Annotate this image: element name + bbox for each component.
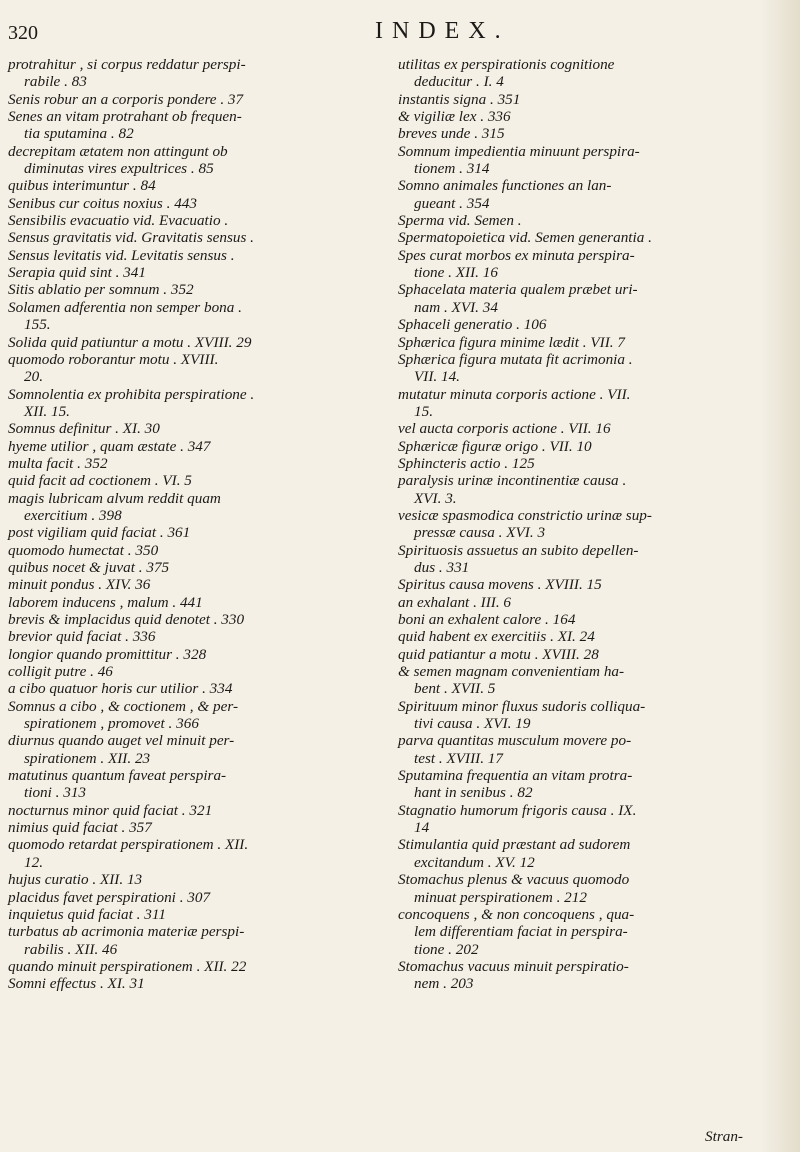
index-entry bbox=[398, 958, 753, 993]
index-entry bbox=[398, 438, 753, 455]
index-entry-line: magis lubricam alvum reddit quam bbox=[8, 489, 221, 507]
index-entry-line: Spiritus causa movens . XVIII. 15 bbox=[398, 576, 602, 594]
index-entry bbox=[8, 472, 363, 489]
catchword: Stran- bbox=[705, 1128, 743, 1145]
index-entry-line: Sensus gravitatis vid. Gravitatis sensus . bbox=[8, 229, 254, 247]
index-entry bbox=[398, 542, 753, 577]
index-entry-line: quid habent ex exercitiis . XI. 24 bbox=[398, 628, 595, 646]
index-entry-line: Stomachus vacuus minuit perspiratio- bbox=[398, 957, 629, 975]
index-entry-line: decrepitam ætatem non attingunt ob bbox=[8, 142, 228, 160]
index-entry-line: quibus interimuntur . 84 bbox=[8, 177, 156, 195]
index-entry-line: breves unde . 315 bbox=[398, 125, 505, 143]
index-entry bbox=[398, 836, 753, 871]
index-entry-line: hujus curatio . XII. 13 bbox=[8, 871, 143, 889]
index-entry-line: Sphærica figura minime lædit . VII. 7 bbox=[398, 333, 625, 351]
index-entry-line: exercitium . 398 bbox=[24, 506, 122, 524]
index-entry-line: protrahitur , si corpus reddatur perspi- bbox=[8, 56, 246, 73]
index-entry bbox=[8, 906, 363, 923]
index-entry bbox=[398, 91, 753, 108]
index-entry-line: 15. bbox=[414, 402, 433, 420]
index-entry-line: quibus nocet & juvat . 375 bbox=[8, 558, 170, 576]
index-entry bbox=[398, 507, 753, 542]
index-entry bbox=[8, 299, 363, 334]
index-entry-line: Sensibilis evacuatio vid. Evacuatio . bbox=[8, 212, 229, 230]
index-entry bbox=[8, 420, 363, 437]
index-entry-line: Sitis ablatio per somnum . 352 bbox=[8, 281, 194, 299]
index-entry-line: Somnolentia ex prohibita perspiratione . bbox=[8, 385, 255, 403]
index-entry bbox=[8, 247, 363, 264]
index-entry bbox=[398, 212, 753, 229]
index-entry-line: Senes an vitam protrahant ob frequen- bbox=[8, 108, 242, 126]
index-entry bbox=[398, 143, 753, 178]
index-entry-line: Spes curat morbos ex minuta perspira- bbox=[398, 246, 635, 264]
index-entry-line: Somnus a cibo , & coctionem , & per- bbox=[8, 697, 238, 715]
index-entry-line: tione . 202 bbox=[414, 940, 479, 958]
index-entry-line: concoquens , & non concoquens , qua- bbox=[398, 905, 635, 923]
index-entry-line: quando minuit perspirationem . XII. 22 bbox=[8, 957, 247, 975]
index-entry-line: bent . XVII. 5 bbox=[414, 680, 496, 698]
index-entry bbox=[398, 229, 753, 246]
index-entry-line: quid patiantur a motu . XVIII. 28 bbox=[398, 645, 599, 663]
index-entry bbox=[398, 351, 753, 386]
index-entry-line: nem . 203 bbox=[414, 975, 474, 993]
index-entry bbox=[8, 732, 363, 767]
index-entry-line: Spirituum minor fluxus sudoris colliqua- bbox=[398, 697, 646, 715]
index-entry-line: Solida quid patiuntur a motu . XVIII. 29 bbox=[8, 333, 252, 351]
index-entry-line: Sphaceli generatio . 106 bbox=[398, 316, 547, 334]
index-entry-line: post vigiliam quid faciat . 361 bbox=[8, 524, 191, 542]
page-number: 320 bbox=[8, 22, 38, 44]
index-entry-line: colligit putre . 46 bbox=[8, 663, 113, 681]
index-entry bbox=[398, 802, 753, 837]
index-entry-line: pressæ causa . XVI. 3 bbox=[414, 524, 546, 542]
index-entry-line: Spirituosis assuetus an subito depellen- bbox=[398, 541, 639, 559]
index-entry-line: Sphacelata materia qualem præbet uri- bbox=[398, 281, 638, 299]
index-entry-line: Sperma vid. Semen . bbox=[398, 212, 522, 230]
index-entry bbox=[398, 611, 753, 628]
index-entry bbox=[398, 247, 753, 282]
index-entry bbox=[8, 871, 363, 888]
index-entry-line: tia sputamina . 82 bbox=[24, 125, 134, 143]
index-entry-line: rabile . 83 bbox=[24, 73, 87, 91]
index-entry-line: diminutas vires expultrices . 85 bbox=[24, 160, 214, 178]
index-entry-line: quomodo retardat perspirationem . XII. bbox=[8, 836, 249, 854]
index-entry bbox=[8, 975, 363, 992]
index-entry bbox=[8, 767, 363, 802]
index-entry-line: brevis & implacidus quid denotet . 330 bbox=[8, 611, 245, 628]
index-entry-line: quid facit ad coctionem . VI. 5 bbox=[8, 472, 192, 490]
index-entry bbox=[398, 334, 753, 351]
index-entry-line: VII. 14. bbox=[414, 368, 460, 386]
index-entry-line: Stimulantia quid præstant ad sudorem bbox=[398, 836, 631, 854]
index-entry bbox=[398, 576, 753, 593]
index-entry-line: Sputamina frequentia an vitam protra- bbox=[398, 767, 633, 785]
index-entry bbox=[8, 195, 363, 212]
index-entry-line: 155. bbox=[24, 316, 51, 334]
index-entry bbox=[398, 177, 753, 212]
index-entry bbox=[398, 663, 753, 698]
index-entry-line: rabilis . XII. 46 bbox=[24, 940, 118, 958]
index-entry bbox=[8, 438, 363, 455]
index-entry bbox=[8, 386, 363, 421]
index-entry-line: Somnum impedientia minuunt perspira- bbox=[398, 142, 640, 160]
index-entry bbox=[8, 923, 363, 958]
index-entry bbox=[8, 663, 363, 680]
index-entry-line: matutinus quantum faveat perspira- bbox=[8, 767, 227, 785]
index-entry-line: vesicæ spasmodica constrictio urinæ sup- bbox=[398, 506, 652, 524]
index-entry-line: Spermatopoietica vid. Semen generantia . bbox=[398, 229, 652, 247]
index-entry bbox=[8, 334, 363, 351]
index-entry-line: paralysis urinæ incontinentiæ causa . bbox=[398, 472, 627, 490]
index-entry bbox=[398, 56, 753, 91]
index-entry bbox=[398, 698, 753, 733]
index-entry-line: mutatur minuta corporis actione . VII. bbox=[398, 385, 631, 403]
index-entry bbox=[8, 594, 363, 611]
index-entry-line: placidus favet perspirationi . 307 bbox=[8, 888, 211, 906]
index-entry-line: turbatus ab acrimonia materiæ perspi- bbox=[8, 923, 245, 941]
index-entry bbox=[8, 91, 363, 108]
index-column-right bbox=[398, 56, 753, 993]
index-entry-line: & vigiliæ lex . 336 bbox=[398, 108, 511, 126]
index-entry-line: Sensus levitatis vid. Levitatis sensus . bbox=[8, 246, 235, 264]
index-entry bbox=[8, 56, 363, 91]
index-entry-line: tionem . 314 bbox=[414, 160, 490, 178]
index-entry-line: dus . 331 bbox=[414, 558, 470, 576]
index-entry bbox=[398, 108, 753, 125]
index-entry-line: test . XVIII. 17 bbox=[414, 749, 503, 767]
index-entry bbox=[8, 108, 363, 143]
index-entry bbox=[8, 281, 363, 298]
index-entry-line: Somni effectus . XI. 31 bbox=[8, 975, 145, 993]
index-entry bbox=[8, 455, 363, 472]
index-entry bbox=[8, 524, 363, 541]
index-entry-line: tione . XII. 16 bbox=[414, 264, 498, 282]
index-entry bbox=[398, 871, 753, 906]
index-entry bbox=[398, 646, 753, 663]
index-entry-line: spirationem . XII. 23 bbox=[24, 749, 151, 767]
index-entry-line: lem differentiam faciat in perspira- bbox=[414, 923, 628, 941]
page-header bbox=[0, 18, 800, 48]
index-entry bbox=[8, 264, 363, 281]
index-entry-line: Senibus cur coitus noxius . 443 bbox=[8, 194, 197, 212]
index-entry-line: Sphæricæ figuræ origo . VII. 10 bbox=[398, 437, 592, 455]
index-entry-line: gueant . 354 bbox=[414, 194, 490, 212]
index-entry-line: Sphærica figura mutata fit acrimonia . bbox=[398, 350, 633, 368]
index-entry-line: Senis robur an a corporis pondere . 37 bbox=[8, 90, 244, 108]
index-entry-line: Somno animales functiones an lan- bbox=[398, 177, 612, 195]
index-entry bbox=[398, 386, 753, 421]
index-entry-line: minuat perspirationem . 212 bbox=[414, 888, 587, 906]
index-entry-line: Serapia quid sint . 341 bbox=[8, 264, 146, 282]
index-entry-line: utilitas ex perspirationis cognitione bbox=[398, 56, 615, 73]
index-entry bbox=[8, 698, 363, 733]
running-head: INDEX. bbox=[375, 18, 510, 44]
index-entry-line: brevior quid faciat . 336 bbox=[8, 628, 156, 646]
index-entry-line: minuit pondus . XIV. 36 bbox=[8, 576, 151, 594]
index-entry bbox=[8, 351, 363, 386]
index-entry bbox=[398, 420, 753, 437]
index-entry-line: deducitur . I. 4 bbox=[414, 73, 504, 91]
index-entry-line: a cibo quatuor horis cur utilior . 334 bbox=[8, 680, 233, 698]
index-entry-line: & semen magnam convenientiam ha- bbox=[398, 663, 625, 681]
index-entry bbox=[8, 542, 363, 559]
index-entry bbox=[8, 611, 363, 628]
index-entry-line: hyeme utilior , quam æstate . 347 bbox=[8, 437, 211, 455]
index-entry-line: nocturnus minor quid faciat . 321 bbox=[8, 801, 213, 819]
index-entry-line: parva quantitas musculum movere po- bbox=[398, 732, 632, 750]
index-entry-line: an exhalant . III. 6 bbox=[398, 593, 512, 611]
index-entry-line: 20. bbox=[24, 368, 43, 386]
index-entry bbox=[398, 906, 753, 958]
index-entry bbox=[398, 594, 753, 611]
page-edge-shadow bbox=[760, 0, 800, 1152]
index-entry-line: Sphincteris actio . 125 bbox=[398, 454, 535, 472]
index-entry bbox=[8, 628, 363, 645]
index-column-left bbox=[8, 56, 363, 993]
index-entry bbox=[398, 628, 753, 645]
index-entry bbox=[8, 177, 363, 194]
index-entry bbox=[398, 732, 753, 767]
index-entry bbox=[8, 680, 363, 697]
index-entry-line: quomodo humectat . 350 bbox=[8, 541, 159, 559]
index-entry-line: XVI. 3. bbox=[414, 489, 457, 507]
index-entry-line: nam . XVI. 34 bbox=[414, 298, 498, 316]
index-entry bbox=[398, 281, 753, 316]
index-entry bbox=[8, 889, 363, 906]
index-entry bbox=[8, 559, 363, 576]
index-entry-line: nimius quid faciat . 357 bbox=[8, 819, 152, 837]
index-entry bbox=[398, 472, 753, 507]
index-entry-line: Solamen adferentia non semper bona . bbox=[8, 298, 242, 316]
index-entry-line: tivi causa . XVI. 19 bbox=[414, 715, 531, 733]
index-entry-line: laborem inducens , malum . 441 bbox=[8, 593, 203, 611]
index-entry-line: tioni . 313 bbox=[24, 784, 87, 802]
index-entry bbox=[8, 229, 363, 246]
index-entry-line: XII. 15. bbox=[24, 402, 70, 420]
index-entry bbox=[8, 646, 363, 663]
index-entry bbox=[398, 125, 753, 142]
index-entry bbox=[8, 819, 363, 836]
index-entry bbox=[8, 958, 363, 975]
index-entry-line: Stagnatio humorum frigoris causa . IX. bbox=[398, 801, 637, 819]
index-entry-line: multa facit . 352 bbox=[8, 454, 108, 472]
index-entry bbox=[8, 490, 363, 525]
index-entry bbox=[398, 316, 753, 333]
index-entry bbox=[8, 212, 363, 229]
index-entry-line: boni an exhalent calore . 164 bbox=[398, 611, 576, 628]
index-entry-line: hant in senibus . 82 bbox=[414, 784, 533, 802]
index-entry bbox=[8, 143, 363, 178]
index-entry-line: 12. bbox=[24, 853, 43, 871]
index-entry bbox=[8, 836, 363, 871]
index-entry-line: longior quando promittitur . 328 bbox=[8, 645, 207, 663]
index-entry-line: Stomachus plenus & vacuus quomodo bbox=[398, 871, 630, 889]
index-entry bbox=[8, 802, 363, 819]
index-entry bbox=[398, 767, 753, 802]
index-entry-line: excitandum . XV. 12 bbox=[414, 853, 535, 871]
index-entry-line: quomodo roborantur motu . XVIII. bbox=[8, 350, 219, 368]
index-entry bbox=[398, 455, 753, 472]
index-entry-line: spirationem , promovet . 366 bbox=[24, 715, 199, 733]
index-entry-line: diurnus quando auget vel minuit per- bbox=[8, 732, 235, 750]
index-entry-line: inquietus quid faciat . 311 bbox=[8, 905, 166, 923]
index-entry-line: vel aucta corporis actione . VII. 16 bbox=[398, 420, 611, 438]
index-entry bbox=[8, 576, 363, 593]
index-entry-line: 14 bbox=[414, 819, 430, 837]
index-entry-line: instantis signa . 351 bbox=[398, 90, 521, 108]
index-entry-line: Somnus definitur . XI. 30 bbox=[8, 420, 160, 438]
